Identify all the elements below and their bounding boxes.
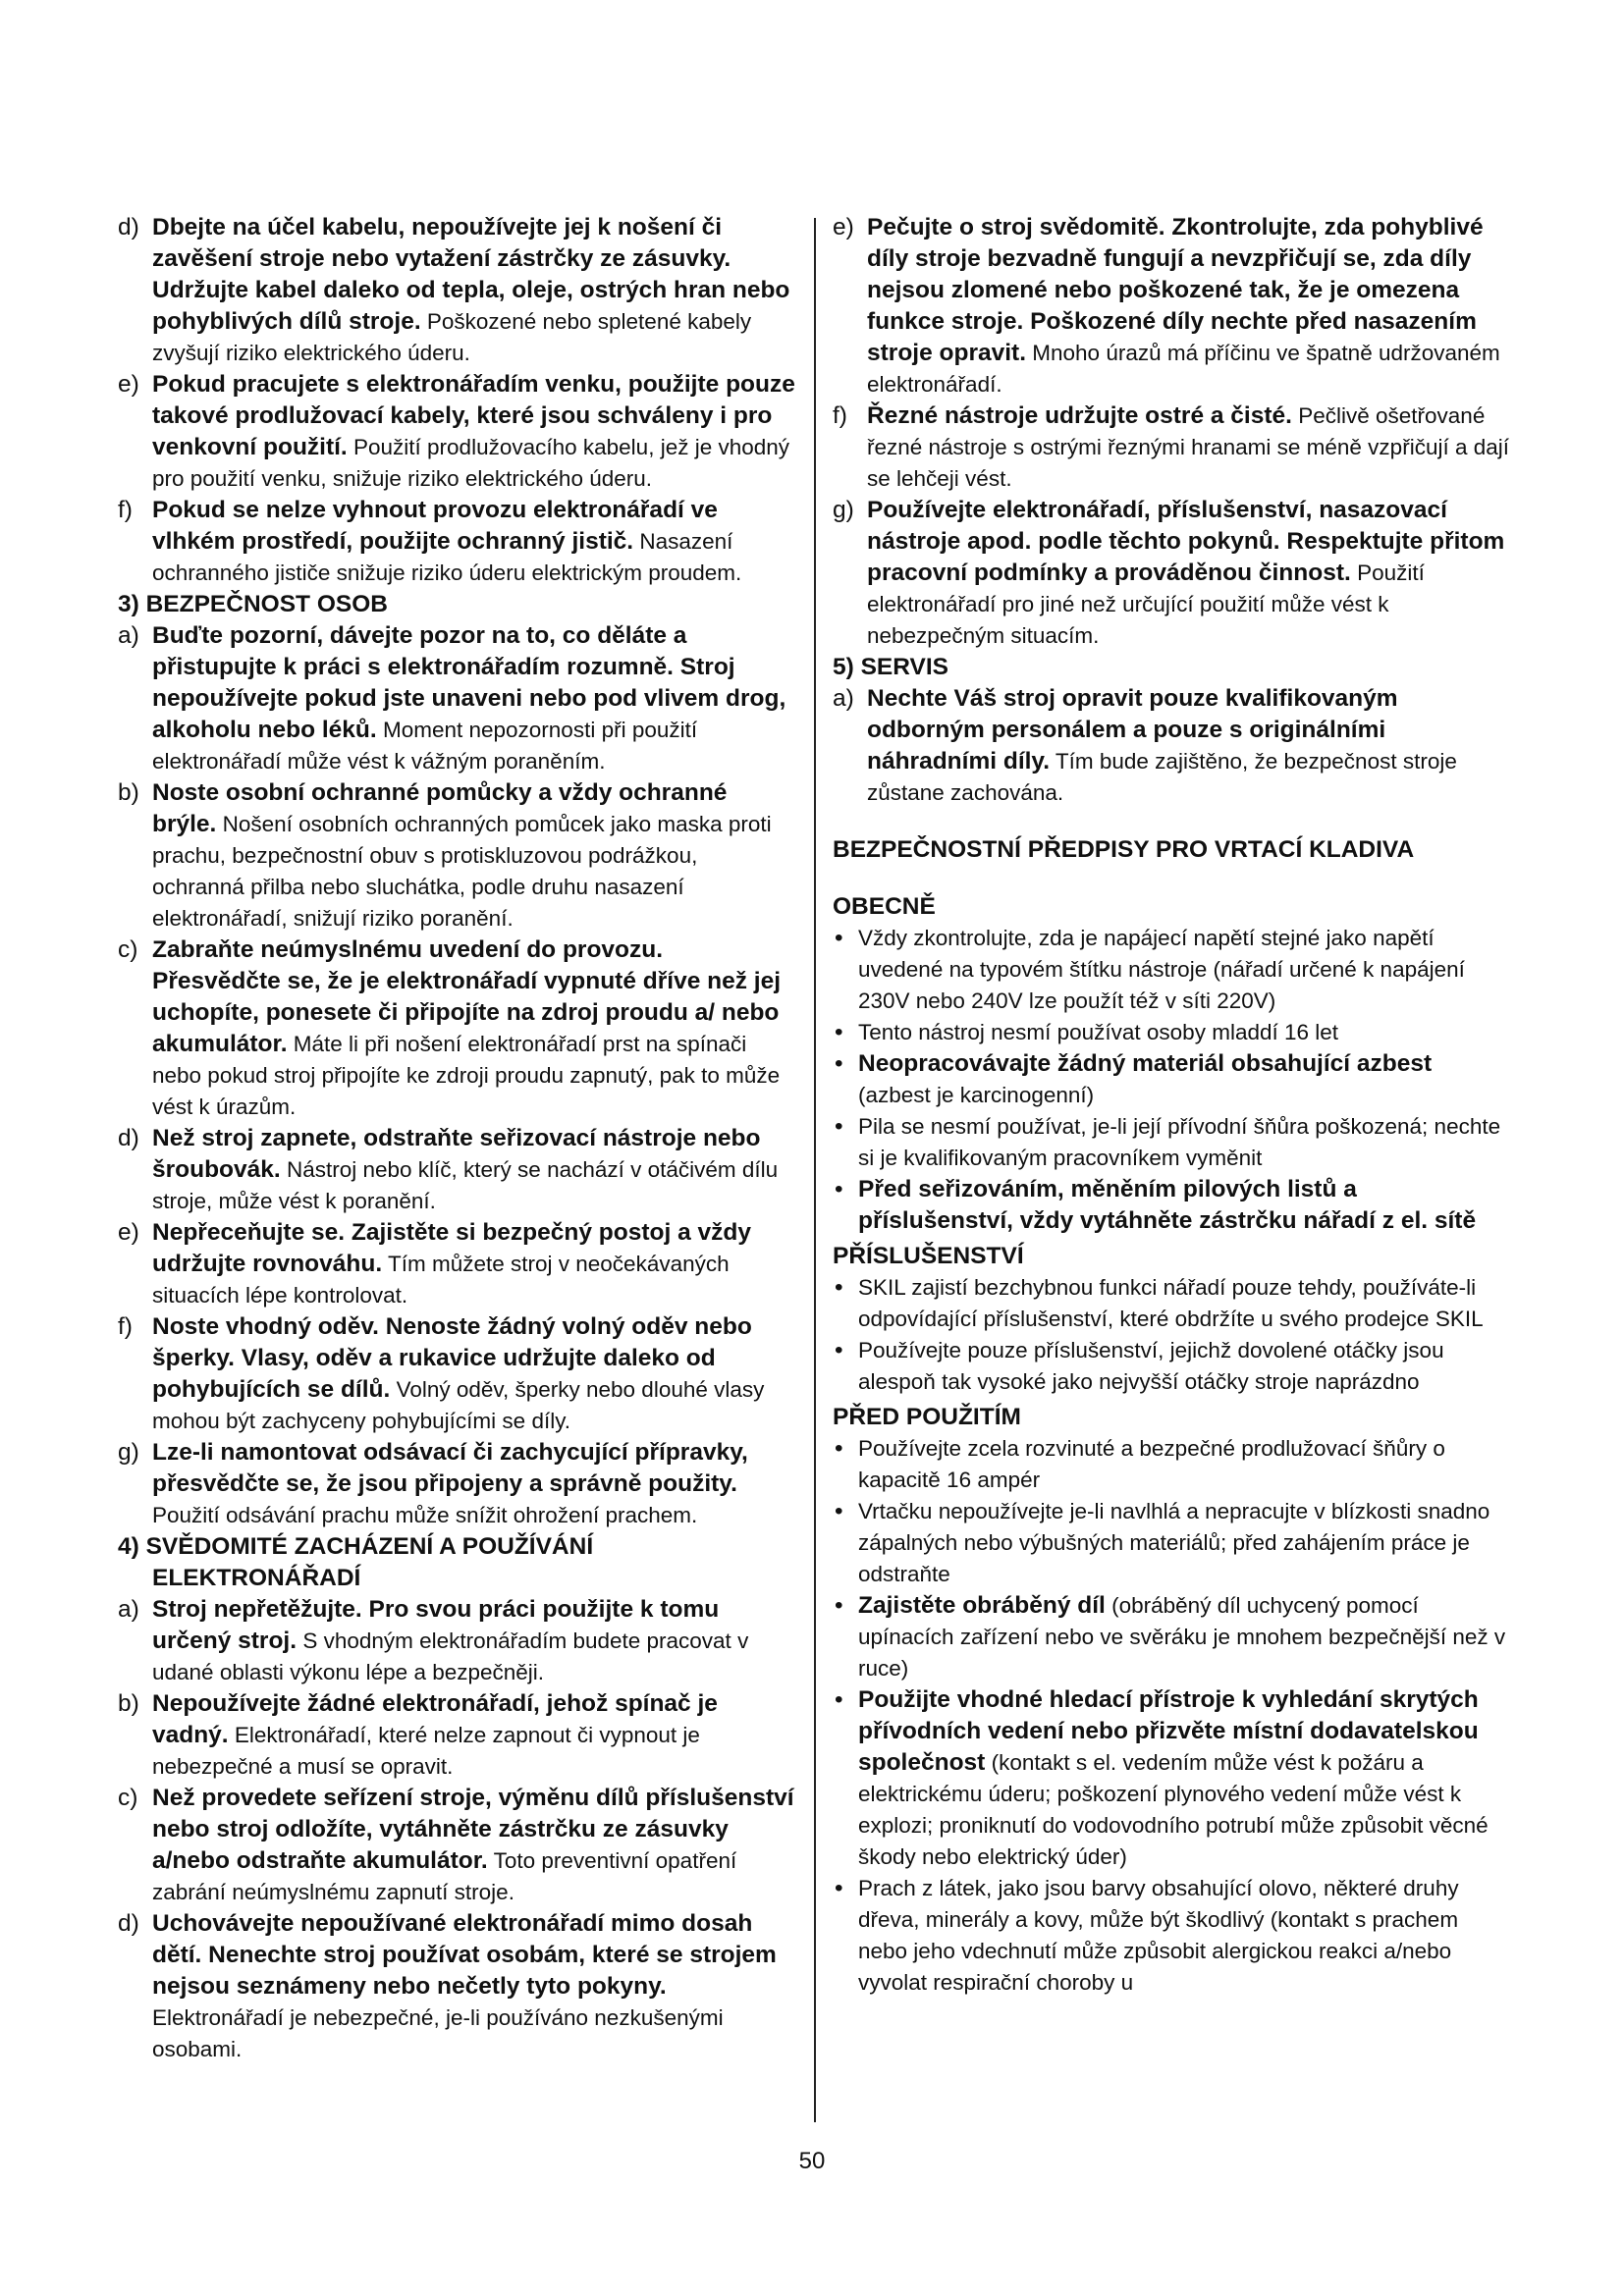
bullet-text [858, 1111, 1510, 1174]
instruction-item [833, 683, 1510, 809]
section-heading: 3) BEZPEČNOST OSOB [118, 591, 388, 617]
bullet-item [833, 1590, 1510, 1684]
item-text [152, 1908, 795, 2065]
bullet-normal-text: Prach z látek, jako jsou barvy obsahující olovo, některé druhy dřeva, minerály a kovy, může být škodlivý (kontakt s prachem nebo jeho vdechnutí může způsobit alergickou reakci a/nebo vyvolat respirační choroby u [858, 1876, 1459, 1995]
item-normal-text: Toto preventivní opatření zabrání neúmyslnému zapnutí stroje. [152, 1848, 737, 1904]
bullet-item [833, 1174, 1510, 1237]
bullet-normal-text: (azbest je karcinogenní) [858, 1083, 1095, 1107]
instruction-item [118, 1594, 795, 1688]
bullet-text [858, 1873, 1510, 1999]
bullet-text [858, 1496, 1510, 1590]
item-text [152, 777, 795, 934]
item-text [867, 683, 1510, 809]
item-bold-text: Nechte Váš stroj opravit pouze kvalifikovaným odborným personálem a pouze s originálními náhradními díly. [867, 685, 1398, 774]
bullet-item [833, 1496, 1510, 1590]
item-text [867, 495, 1510, 652]
bullet-bold-text: Neopracovávajte žádný materiál obsahující azbest [858, 1050, 1433, 1077]
item-label: d) [118, 214, 139, 240]
item-label: e) [833, 214, 854, 240]
item-normal-text: Poškozené nebo spletené kabely zvyšují riziko elektrického úderu. [152, 309, 752, 365]
item-label: g) [833, 497, 854, 523]
instruction-item [118, 212, 795, 369]
bullet-normal-text: Pila se nesmí používat, je-li její přívodní šňůra poškozená; nechte si je kvalifikovaným pracovníkem vyměnit [858, 1114, 1501, 1170]
item-label: a) [118, 622, 139, 649]
subsection-heading: PŘED POUŽITÍM [833, 1404, 1021, 1430]
item-bold-text: Nepoužívejte žádné elektronářadí, jehož spínač je vadný. [152, 1690, 718, 1748]
item-normal-text: Pečlivě ošetřované řezné nástroje s ostrými řeznými hranami se méně vzpřičují a dají se lehčeji vést. [867, 403, 1509, 491]
bullet-normal-text: (obráběný díl uchycený pomocí upínacích zařízení nebo ve svěráku je mnohem bezpečnější než v ruce) [858, 1593, 1506, 1681]
bullet-item [833, 1433, 1510, 1496]
bullet-icon: • [835, 1274, 843, 1301]
column-divider [814, 218, 816, 2122]
instruction-item [118, 1688, 795, 1783]
subsection-heading: BEZPEČNOSTNÍ PŘEDPISY PRO VRTACÍ KLADIVA [833, 836, 1415, 863]
bullet-text [858, 1017, 1510, 1048]
item-bold-text: Stroj nepřetěžujte. Pro svou práci použijte k tomu určený stroj. [152, 1596, 720, 1654]
bullet-item [833, 923, 1510, 1017]
item-normal-text: Nošení osobních ochranných pomůcek jako maska proti prachu, bezpečnostní obuv s protiskluzovou podrážkou, ochranná přilba nebo sluchátka, podle druhu nasazení elektronářadí, snižují riziko poranění. [152, 812, 772, 931]
bullet-text [858, 1684, 1510, 1873]
bullet-text [858, 1048, 1510, 1111]
bullet-text [858, 1335, 1510, 1398]
item-label: e) [118, 1219, 139, 1246]
instruction-item [118, 620, 795, 777]
item-bold-text: Noste vhodný oděv. Nenoste žádný volný oděv nebo šperky. Vlasy, oděv a rukavice udržujte daleko od pohybujících se dílů. [152, 1313, 752, 1403]
item-bold-text: Pokud pracujete s elektronářadím venku, použijte pouze takové prodlužovací kabely, které jsou schváleny i pro venkovní použití. [152, 371, 795, 460]
bullet-icon: • [835, 1592, 843, 1619]
bullet-item [833, 1272, 1510, 1335]
item-label: b) [118, 779, 139, 806]
right-column [833, 212, 1510, 1999]
item-text [152, 1783, 795, 1908]
item-bold-text: Uchovávejte nepoužívané elektronářadí mimo dosah dětí. Nenechte stroj používat osobám, které se strojem nejsou seznámeny nebo nečetly tyto pokyny. [152, 1910, 777, 2000]
bullet-normal-text: (kontakt s el. vedením může vést k požáru a elektrickému úderu; poškození plynového vedení může vést k explozi; proniknutí do vodovodního potrubí může způsobit věcné škody nebo elektrický úder) [858, 1750, 1489, 1869]
bullet-icon: • [835, 1686, 843, 1713]
item-label: f) [118, 497, 133, 523]
item-bold-text: Pokud se nelze vyhnout provozu elektronářadí ve vlhkém prostředí, použijte ochranný jistič. [152, 497, 718, 555]
item-bold-text: Lze-li namontovat odsávací či zachycující přípravky, přesvědčte se, že jsou připojeny a správně použity. [152, 1439, 748, 1497]
bullet-text [858, 1590, 1510, 1684]
item-bold-text: Používejte elektronářadí, příslušenství, nasazovací nástroje apod. podle těchto pokynů. Respektujte přitom pracovní podmínky a prováděnou činnost. [867, 497, 1505, 586]
item-normal-text: Elektronářadí, které nelze zapnout či vypnout je nebezpečné a musí se opravit. [152, 1723, 700, 1779]
item-text [152, 212, 795, 369]
bullet-icon: • [835, 1875, 843, 1901]
item-bold-text: Než stroj zapnete, odstraňte seřizovací nástroje nebo šroubovák. [152, 1125, 761, 1183]
bullet-icon: • [835, 1113, 843, 1140]
instruction-item [118, 1217, 795, 1311]
instruction-item [118, 1311, 795, 1437]
item-label: d) [118, 1910, 139, 1937]
item-text [152, 495, 795, 589]
bullet-item [833, 1335, 1510, 1398]
instruction-item [833, 495, 1510, 652]
item-normal-text: Elektronářadí je nebezpečné, je-li používáno nezkušenými osobami. [152, 2005, 724, 2061]
item-label: a) [833, 685, 854, 712]
instruction-item [118, 1908, 795, 2065]
item-text [152, 1123, 795, 1217]
item-normal-text: S vhodným elektronářadím budete pracovat v udané oblasti výkonu lépe a bezpečněji. [152, 1629, 749, 1684]
item-label: c) [118, 1785, 138, 1811]
bullet-normal-text: Používejte zcela rozvinuté a bezpečné prodlužovací šňůry o kapacitě 16 ampér [858, 1436, 1445, 1492]
bullet-bold-text: Zajistěte obráběný díl [858, 1592, 1106, 1619]
item-bold-text: Buďte pozorní, dávejte pozor na to, co děláte a přistupujte k práci s elektronářadím rozumně. Stroj nepoužívejte pokud jste unaveni nebo pod vlivem drog, alkoholu nebo léků. [152, 622, 786, 743]
item-bold-text: Řezné nástroje udržujte ostré a čisté. [867, 402, 1292, 429]
item-text [867, 400, 1510, 495]
item-text [152, 1437, 795, 1531]
item-normal-text: Použití elektronářadí pro jiné než určující použití může vést k nebezpečným situacím. [867, 561, 1425, 648]
subsection-heading: PŘÍSLUŠENSTVÍ [833, 1243, 1024, 1269]
bullet-item [833, 1048, 1510, 1111]
item-bold-text: Nepřeceňujte se. Zajistěte si bezpečný postoj a vždy udržujte rovnováhu. [152, 1219, 751, 1277]
item-bold-text: Noste osobní ochranné pomůcky a vždy ochranné brýle. [152, 779, 728, 837]
bullet-bold-text: Před seřizováním, měněním pilových listů a příslušenství, vždy vytáhněte zástrčku nářadí z el. sítě [858, 1176, 1477, 1234]
item-label: f) [118, 1313, 133, 1340]
page-number: 50 [798, 2148, 826, 2174]
item-bold-text: Pečujte o stroj svědomitě. Zkontrolujte, zda pohyblivé díly stroje bezvadně fungují a nevzpřičují se, zda díly nejsou zlomené nebo poškozené tak, že je omezena funkce stroje. Poškozené díly nechte před nasazením stroje opravit. [867, 214, 1484, 366]
bullet-text [858, 1433, 1510, 1496]
bullet-icon: • [835, 1019, 843, 1045]
bullet-icon: • [835, 1176, 843, 1202]
instruction-item [118, 1783, 795, 1908]
bullet-item [833, 1684, 1510, 1873]
item-normal-text: Máte li při nošení elektronářadí prst na spínači nebo pokud stroj připojíte ke zdroji proudu zapnutý, pak to může vést k úrazům. [152, 1032, 781, 1119]
item-text [152, 1311, 795, 1437]
instruction-item [833, 212, 1510, 400]
item-text [152, 369, 795, 495]
bullet-item [833, 1017, 1510, 1048]
instruction-item [118, 1123, 795, 1217]
item-bold-text: Zabraňte neúmyslnému uvedení do provozu. Přesvědčte se, že je elektronářadí vypnuté dříve než jej uchopíte, ponesete či připojíte na zdroj proudu a/ nebo akumulátor. [152, 936, 782, 1057]
item-normal-text: Nástroj nebo klíč, který se nachází v otáčivém dílu stroje, může vést k poranění. [152, 1157, 779, 1213]
subsection-heading: OBECNĚ [833, 893, 936, 920]
bullet-normal-text: SKIL zajistí bezchybnou funkci nářadí pouze tehdy, používáte-li odpovídající příslušenství, které obdržíte u svého prodejce SKIL [858, 1275, 1484, 1331]
item-text [152, 1217, 795, 1311]
item-normal-text: Mnoho úrazů má příčinu ve špatně udržovaném elektronářadí. [867, 341, 1500, 397]
item-text [152, 934, 795, 1123]
item-normal-text: Tím bude zajištěno, že bezpečnost stroje zůstane zachována. [867, 749, 1457, 805]
instruction-item [118, 777, 795, 934]
bullet-text [858, 923, 1510, 1017]
item-text [867, 212, 1510, 400]
bullet-item [833, 1111, 1510, 1174]
bullet-normal-text: Používejte pouze příslušenství, jejichž dovolené otáčky jsou alespoň tak vysoké jako nejvyšší otáčky stroje naprázdno [858, 1338, 1444, 1394]
bullet-normal-text: Vrtačku nepoužívejte je-li navlhlá a nepracujte v blízkosti snadno zápalných nebo výbušných materiálů; před zahájením práce je odstraňte [858, 1499, 1490, 1586]
bullet-item [833, 1873, 1510, 1999]
item-label: e) [118, 371, 139, 398]
bullet-icon: • [835, 1435, 843, 1462]
instruction-item [118, 495, 795, 589]
item-normal-text: Tím můžete stroj v neočekávaných situacích lépe kontrolovat. [152, 1252, 730, 1308]
item-text [152, 620, 795, 777]
item-normal-text: Použití odsávání prachu může snížit ohrožení prachem. [152, 1503, 698, 1527]
item-text [152, 1688, 795, 1783]
instruction-item [833, 400, 1510, 495]
bullet-text [858, 1272, 1510, 1335]
instruction-item [118, 934, 795, 1123]
bullet-icon: • [835, 925, 843, 951]
bullet-normal-text: Tento nástroj nesmí používat osoby mladdí 16 let [858, 1020, 1339, 1044]
bullet-icon: • [835, 1050, 843, 1077]
item-label: c) [118, 936, 138, 963]
item-text [152, 1594, 795, 1688]
bullet-bold-text: Použijte vhodné hledací přístroje k vyhledání skrytých přívodních vedení nebo přizvěte místní dodavatelskou společnost [858, 1686, 1479, 1776]
bullet-normal-text: Vždy zkontrolujte, zda je napájecí napětí stejné jako napětí uvedené na typovém štítku nástroje (nářadí určené k napájení 230V nebo 240V lze použít též v síti 220V) [858, 926, 1465, 1013]
section-heading: 5) SERVIS [833, 654, 949, 680]
instruction-item [118, 1437, 795, 1531]
bullet-text [858, 1174, 1510, 1237]
instruction-item [118, 369, 795, 495]
item-label: b) [118, 1690, 139, 1717]
item-bold-text: Dbejte na účel kabelu, nepoužívejte jej k nošení či zavěšení stroje nebo vytažení zástrčky ze zásuvky. Udržujte kabel daleko od tepla, oleje, ostrých hran nebo pohyblivých dílů stroje. [152, 214, 790, 335]
item-normal-text: Použití prodlužovacího kabelu, jež je vhodný pro použití venku, snižuje riziko elektrického úderu. [152, 435, 790, 491]
item-normal-text: Nasazení ochranného jističe snižuje riziko úderu elektrickým proudem. [152, 529, 742, 585]
bullet-icon: • [835, 1498, 843, 1524]
item-label: a) [118, 1596, 139, 1623]
item-label: d) [118, 1125, 139, 1151]
item-label: f) [833, 402, 847, 429]
item-bold-text: Než provedete seřízení stroje, výměnu dílů příslušenství nebo stroj odložíte, vytáhněte zástrčku ze zásuvky a/nebo odstraňte akumulátor. [152, 1785, 794, 1874]
item-normal-text: Moment nepozornosti při použití elektronářadí může vést k vážným poraněním. [152, 718, 698, 774]
item-label: g) [118, 1439, 139, 1466]
section-heading: 4) SVĚDOMITÉ ZACHÁZENÍ A POUŽÍVÁNÍ ELEKTRONÁŘADÍ [118, 1533, 594, 1591]
bullet-icon: • [835, 1337, 843, 1363]
item-normal-text: Volný oděv, šperky nebo dlouhé vlasy mohou být zachyceny pohybujícími se díly. [152, 1377, 765, 1433]
left-column [118, 212, 795, 2065]
